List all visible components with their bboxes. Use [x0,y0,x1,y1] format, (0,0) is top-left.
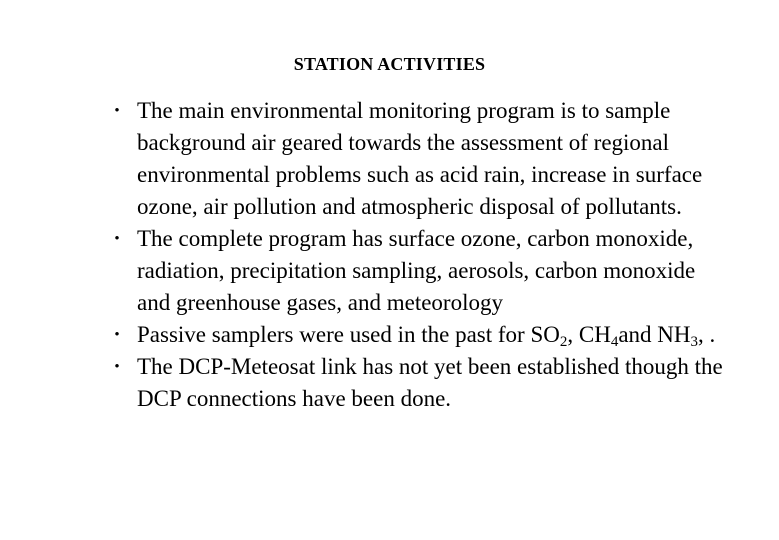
list-item-text: The main environmental monitoring program is to sample background air geared towards the assessment of regional environmental problems such as acid rain, increase in surface ozone, air pollution and atmospheric disposal of pollutants. [137,98,703,219]
text-segment: Passive samplers were used in the past for SO [137,322,560,347]
bullet-list [108,95,728,415]
list-item [108,351,728,415]
text-segment: , CH [567,322,611,347]
list-item [108,95,728,223]
list-item [108,223,728,319]
list-item-text: The complete program has surface ozone, carbon monoxide, radiation, precipitation sampling, aerosols, carbon monoxide and greenhouse gases, and meteorology [137,226,696,315]
subscript: 3 [690,334,699,350]
bullet-icon: • [114,327,120,343]
list-item [108,319,728,351]
bullet-icon: • [114,359,120,375]
bullet-icon: • [114,231,120,247]
text-segment: , . [698,322,716,347]
list-item-text: The DCP-Meteosat link has not yet been established though the DCP connections have been done. [137,354,723,411]
page-title: STATION ACTIVITIES [293,54,486,74]
list-item-text [137,322,716,350]
bullet-icon: • [114,103,120,119]
text-segment: and NH [618,322,691,347]
subscript: 2 [559,334,568,350]
subscript: 4 [610,334,619,350]
